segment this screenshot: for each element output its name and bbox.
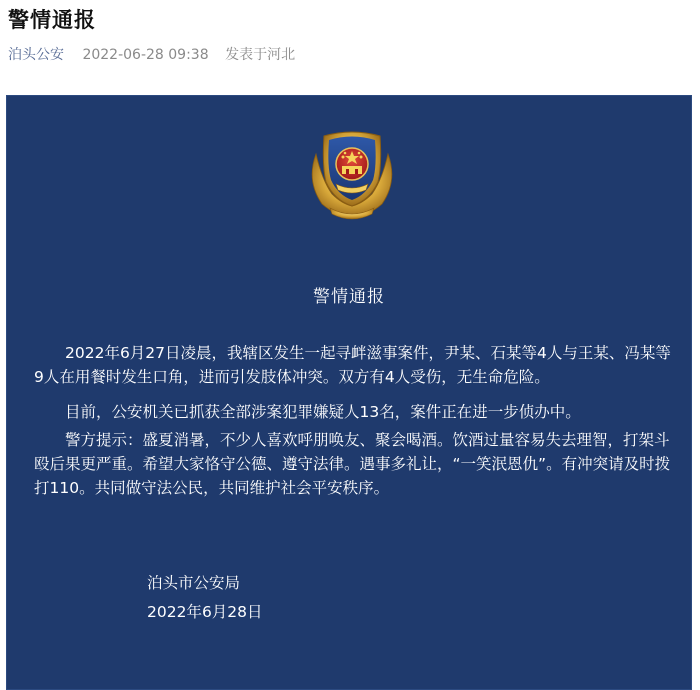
- article-meta: [8, 44, 295, 64]
- notice-heading: 警情通报: [313, 287, 385, 307]
- publish-datetime: 2022-06-28 09:38: [82, 47, 209, 63]
- article-title: 警情通报: [8, 8, 96, 32]
- author-link[interactable]: 泊头公安: [8, 47, 64, 63]
- publish-location: 发表于河北: [225, 47, 296, 63]
- notice-paragraph-advice: 警方提示：盛夏消暑，不少人喜欢呼朋唤友、聚会喝酒。饮酒过量容易失去理智，打架斗殴后果更严重。希望大家恪守公德、遵守法律。遇事多礼让，“一笑泯恩仇”。有冲突请及时拨打110。共同做守法公民，共同维护社会平安秩序。: [34, 431, 671, 497]
- signature-date: 2022年6月28日: [147, 603, 263, 621]
- notice-paragraph-incident: 2022年6月27日凌晨，我辖区发生一起寻衅滋事案件，尹某、石某等4人与王某、冯某等9人在用餐时发生口角，进而引发肢体冲突。双方有4人受伤，无生命危险。: [34, 344, 671, 386]
- notice-image[interactable]: [6, 95, 692, 690]
- signature-organization: 泊头市公安局: [147, 574, 241, 592]
- police-emblem-icon: [302, 126, 402, 222]
- notice-paragraph-arrests: 目前，公安机关已抓获全部涉案犯罪嫌疑人13名，案件正在进一步侦办中。: [65, 403, 581, 421]
